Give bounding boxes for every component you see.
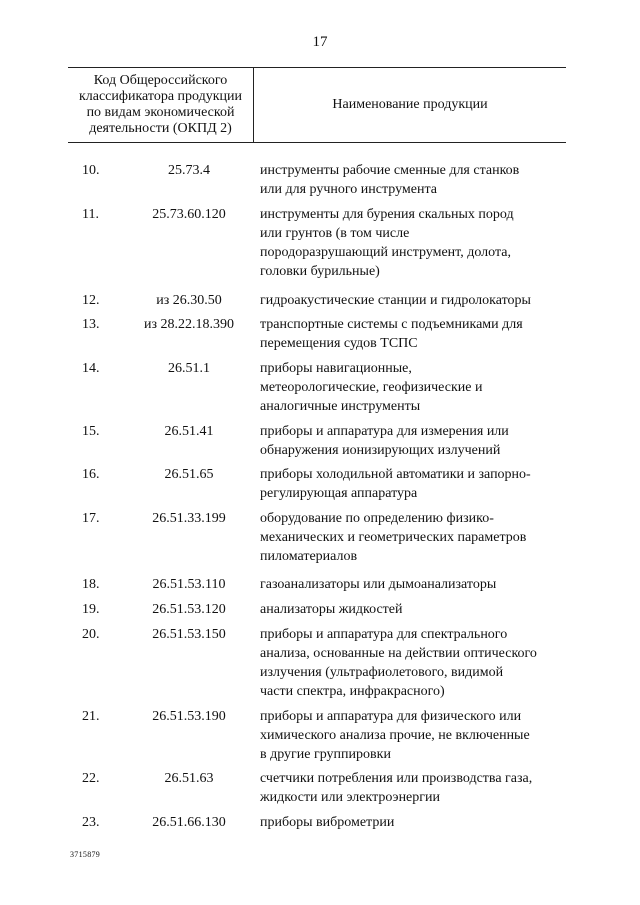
row-product-name	[260, 575, 570, 594]
row-okpd-code: 26.51.41	[164, 424, 214, 439]
table-row	[0, 600, 640, 619]
row-product-name	[260, 465, 570, 503]
row-product-name	[260, 600, 570, 619]
row-product-name	[260, 707, 570, 764]
row-okpd-code: 26.51.53.120	[152, 602, 226, 617]
row-product-name	[260, 625, 570, 701]
row-number: 18.	[82, 577, 100, 592]
row-product-name-line: инструменты для бурения скальных пород	[260, 207, 514, 222]
row-okpd-code: из 28.22.18.390	[143, 317, 235, 332]
row-okpd-code: 26.51.53.190	[152, 709, 226, 724]
row-number: 13.	[82, 317, 100, 332]
row-product-name-line: метеорологические, геофизические и	[260, 380, 483, 395]
row-product-name	[260, 359, 570, 416]
header-code-column	[68, 68, 254, 142]
table-row	[0, 422, 640, 460]
table-row	[0, 315, 640, 353]
row-okpd-code: 26.51.65	[164, 467, 214, 482]
row-okpd-code: 25.73.60.120	[152, 207, 226, 222]
row-product-name-line: химического анализа прочие, не включенные	[260, 728, 530, 743]
row-product-name-line: обнаружения ионизирующих излучений	[260, 443, 501, 458]
row-product-name-line: жидкости или электроэнергии	[260, 790, 440, 805]
table-row	[0, 465, 640, 503]
table-row	[0, 161, 640, 199]
row-product-name	[260, 422, 570, 460]
document-id: 3715879	[70, 850, 101, 859]
row-product-name-line: инструменты рабочие сменные для станков	[260, 163, 520, 178]
row-product-name-line: приборы и аппаратура для спектрального	[260, 627, 508, 642]
row-product-name-line: приборы и аппаратура для физического или	[260, 709, 522, 724]
row-product-name	[260, 205, 570, 281]
table-row	[0, 625, 640, 701]
row-product-name	[260, 813, 570, 832]
row-okpd-code: 26.51.33.199	[152, 511, 226, 526]
header-code-line: классификатора продукции	[78, 89, 243, 104]
row-okpd-code: 26.51.66.130	[152, 815, 226, 830]
header-code-line: Код Общероссийского	[93, 73, 228, 88]
row-product-name-line: гидроакустические станции и гидролокаторы	[260, 293, 531, 308]
row-number: 12.	[82, 293, 100, 308]
row-product-name-line: части спектра, инфракрасного)	[260, 684, 445, 699]
row-number: 16.	[82, 467, 100, 482]
row-product-name-line: в другие группировки	[260, 747, 391, 762]
row-number: 22.	[82, 771, 100, 786]
header-code-line: по видам экономической	[86, 105, 235, 120]
product-table-body	[0, 155, 640, 832]
row-product-name-line: или грунтов (в том числе	[260, 226, 410, 241]
row-product-name-line: головки бурильные)	[260, 264, 380, 279]
row-product-name	[260, 509, 570, 566]
table-row	[0, 291, 640, 310]
row-number: 20.	[82, 627, 100, 642]
row-number: 21.	[82, 709, 100, 724]
row-okpd-code: из 26.30.50	[156, 293, 222, 308]
row-product-name-line: транспортные системы с подъемниками для	[260, 317, 523, 332]
row-number: 14.	[82, 361, 100, 376]
row-number: 23.	[82, 815, 100, 830]
row-okpd-code: 26.51.53.110	[152, 577, 226, 592]
table-row	[0, 359, 640, 416]
row-product-name-line: пиломатериалов	[260, 549, 358, 564]
table-header	[68, 67, 566, 143]
row-product-name-line: приборы холодильной автоматики и запорно-	[260, 467, 531, 482]
row-product-name-line: приборы и аппаратура для измерения или	[260, 424, 509, 439]
row-product-name	[260, 769, 570, 807]
row-product-name-line: оборудование по определению физико-	[260, 511, 494, 526]
header-name-column	[254, 68, 566, 142]
row-product-name-line: породоразрушающий инструмент, долота,	[260, 245, 511, 260]
row-product-name-line: газоанализаторы или дымоанализаторы	[260, 577, 497, 592]
page-number: 17	[312, 34, 328, 50]
row-number: 15.	[82, 424, 100, 439]
row-number: 17.	[82, 511, 100, 526]
row-product-name-line: излучения (ультрафиолетового, видимой	[260, 665, 504, 680]
row-number: 10.	[82, 163, 100, 178]
row-okpd-code: 26.51.63	[164, 771, 214, 786]
row-number: 19.	[82, 602, 100, 617]
row-okpd-code: 26.51.1	[168, 361, 210, 376]
row-product-name-line: приборы виброметрии	[260, 815, 395, 830]
row-product-name-line: анализаторы жидкостей	[260, 602, 403, 617]
row-number: 11.	[82, 207, 99, 222]
table-row	[0, 509, 640, 566]
row-product-name-line: механических и геометрических параметров	[260, 530, 527, 545]
row-product-name	[260, 161, 570, 199]
header-code-line: деятельности (ОКПД 2)	[89, 121, 232, 136]
row-product-name-line: регулирующая аппаратура	[260, 486, 418, 501]
row-okpd-code: 25.73.4	[168, 163, 210, 178]
row-product-name	[260, 315, 570, 353]
row-product-name	[260, 291, 570, 310]
table-row	[0, 575, 640, 594]
row-product-name-line: приборы навигационные,	[260, 361, 412, 376]
header-name-label: Наименование продукции	[332, 97, 488, 112]
row-product-name-line: перемещения судов ТСПС	[260, 336, 418, 351]
row-product-name-line: анализа, основанные на действии оптического	[260, 646, 537, 661]
table-row	[0, 769, 640, 807]
row-product-name-line: счетчики потребления или производства газа,	[260, 771, 533, 786]
row-product-name-line: аналогичные инструменты	[260, 399, 421, 414]
table-row	[0, 205, 640, 281]
table-row	[0, 707, 640, 764]
row-product-name-line: или для ручного инструмента	[260, 182, 437, 197]
table-row	[0, 813, 640, 832]
row-okpd-code: 26.51.53.150	[152, 627, 226, 642]
